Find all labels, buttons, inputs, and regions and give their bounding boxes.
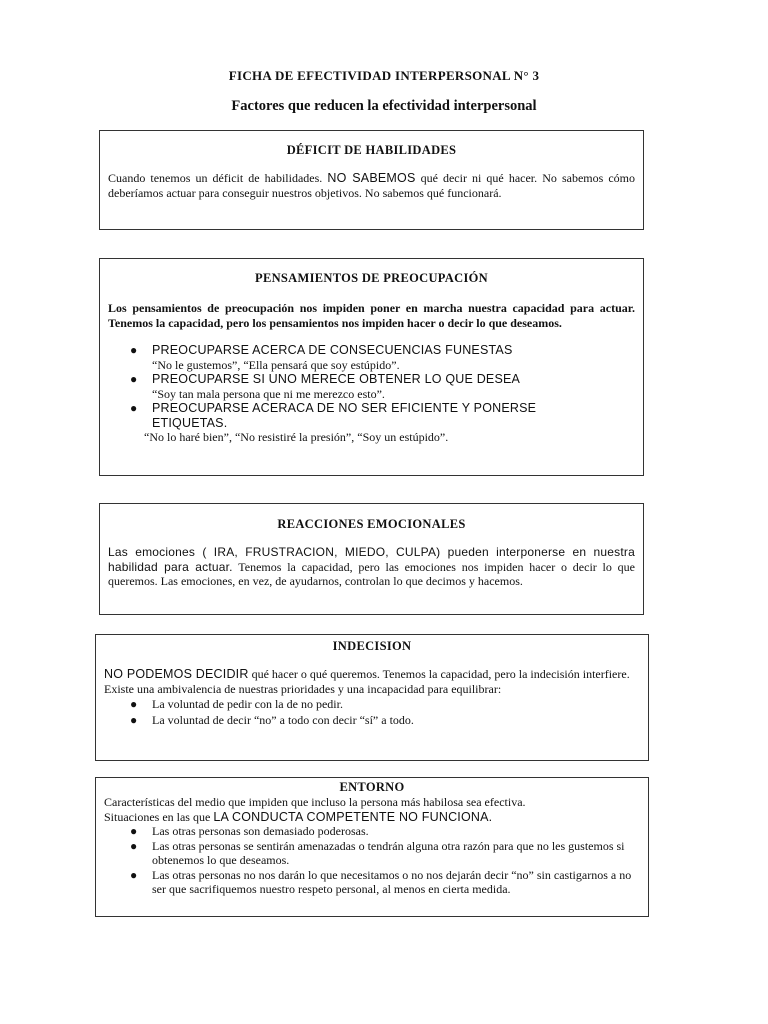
- item-quote: “Soy tan mala persona que ni me merezco esto”.: [152, 386, 385, 401]
- item-heading: PREOCUPARSE ACERACA DE NO SER EFICIENTE Y PONERSE: [152, 401, 537, 415]
- list-item-text: La voluntad de decir “no” a todo con decir “sí” a todo.: [152, 712, 414, 727]
- text-fragment: Las emociones ( IRA, FRUSTRACION, MIEDO, CULPA) pueden interponerse en nuestra habilidad para actuar.: [108, 545, 635, 574]
- section-text: [104, 810, 640, 825]
- text-fragment: qué hacer o qué queremos. Tenemos la capacidad, pero la indecisión interfiere. Existe una ambivalencia de nuestras prioridades y una incapacidad para equilibrar:: [104, 667, 630, 696]
- list-item-text: Las otras personas se sentirán amenazadas o tendrán alguna otra razón para que no les gustemos si obtenemos lo que deseamos.: [152, 838, 625, 867]
- emphasis-text: LA CONDUCTA COMPETENTE NO FUNCIONA.: [213, 809, 493, 824]
- section-title: ENTORNO: [339, 780, 405, 794]
- section-pensamientos-de-preocupacion: [99, 258, 644, 476]
- entorno-list: [104, 824, 640, 897]
- text-fragment: Tenemos la capacidad, pero las emociones nos impiden hacer o decir lo que queremos. Las emociones, en vez, de ayudarnos, controlan lo que decimos y hacemos.: [108, 559, 636, 588]
- item-heading: ETIQUETAS.: [152, 415, 228, 430]
- document-title: FICHA DE EFECTIVIDAD INTERPERSONAL N° 3: [228, 68, 540, 83]
- worry-list: [108, 343, 635, 445]
- item-quote: “No lo haré bien”, “No resistiré la presión”, “Soy un estúpido”.: [144, 430, 449, 444]
- section-text: Los pensamientos de preocupación nos impiden poner en marcha nuestra capacidad para actuar. Tenemos la capacidad, pero los pensamientos nos impiden hacer o decir lo que deseamos.: [108, 301, 635, 330]
- section-title: REACCIONES EMOCIONALES: [277, 517, 466, 531]
- document-subtitle: Factores que reducen la efectividad interpersonal: [231, 98, 537, 114]
- list-item: [130, 839, 640, 868]
- list-item: [130, 697, 640, 712]
- bullet-icon: ●: [130, 712, 138, 727]
- list-item: [130, 372, 635, 401]
- bullet-icon: ●: [130, 343, 138, 357]
- item-heading: PREOCUPARSE ACERCA DE CONSECUENCIAS FUNESTAS: [152, 343, 513, 357]
- section-entorno: [95, 777, 649, 917]
- list-item: [130, 343, 635, 372]
- list-item: [130, 713, 640, 728]
- list-item-text: Las otras personas no nos darán lo que necesitamos o no nos dejarán decir “no” sin castigarnos a no ser que sacrifiquemos nuestro respeto personal, al menos en cierta medida.: [152, 867, 632, 896]
- section-text: Características del medio que impiden que incluso la persona más habilosa sea efectiva.: [104, 795, 526, 809]
- bullet-icon: ●: [130, 697, 138, 711]
- section-title: DÉFICIT DE HABILIDADES: [286, 143, 457, 157]
- bullet-icon: ●: [130, 401, 138, 415]
- section-reacciones-emocionales: [99, 503, 644, 615]
- emphasis-text: NO PODEMOS DECIDIR: [104, 667, 249, 681]
- section-text: [108, 545, 635, 589]
- bullet-icon: ●: [130, 372, 138, 386]
- section-text: [104, 667, 640, 696]
- text-fragment: Cuando tenemos un déficit de habilidades.: [108, 171, 328, 185]
- list-item: [130, 868, 640, 897]
- section-title: INDECISION: [332, 639, 412, 653]
- item-heading: PREOCUPARSE SI UNO MERECE OBTENER LO QUE DESEA: [152, 372, 521, 386]
- section-title: PENSAMIENTOS DE PREOCUPACIÓN: [255, 271, 488, 285]
- section-text: [108, 171, 635, 200]
- section-indecision: [95, 634, 649, 761]
- list-item: [130, 824, 640, 839]
- indecision-list: [104, 697, 640, 727]
- text-fragment: qué decir ni qué hacer. No sabemos cómo deberíamos actuar para conseguir nuestros objetivos. No sabemos qué funcionará.: [108, 171, 636, 200]
- item-quote: “No le gustemos”, “Ella pensará que soy estúpido”.: [152, 357, 400, 372]
- bullet-icon: ●: [130, 838, 138, 853]
- bullet-icon: ●: [130, 867, 138, 882]
- list-item: [130, 401, 635, 445]
- list-item-text: Las otras personas son demasiado poderosas.: [152, 824, 369, 838]
- list-item-text: La voluntad de pedir con la de no pedir.: [152, 697, 343, 711]
- bullet-icon: ●: [130, 824, 138, 838]
- text-fragment: Situaciones en las que: [104, 809, 214, 824]
- section-deficit-de-habilidades: [99, 130, 644, 230]
- emphasis-text: NO SABEMOS: [327, 171, 416, 185]
